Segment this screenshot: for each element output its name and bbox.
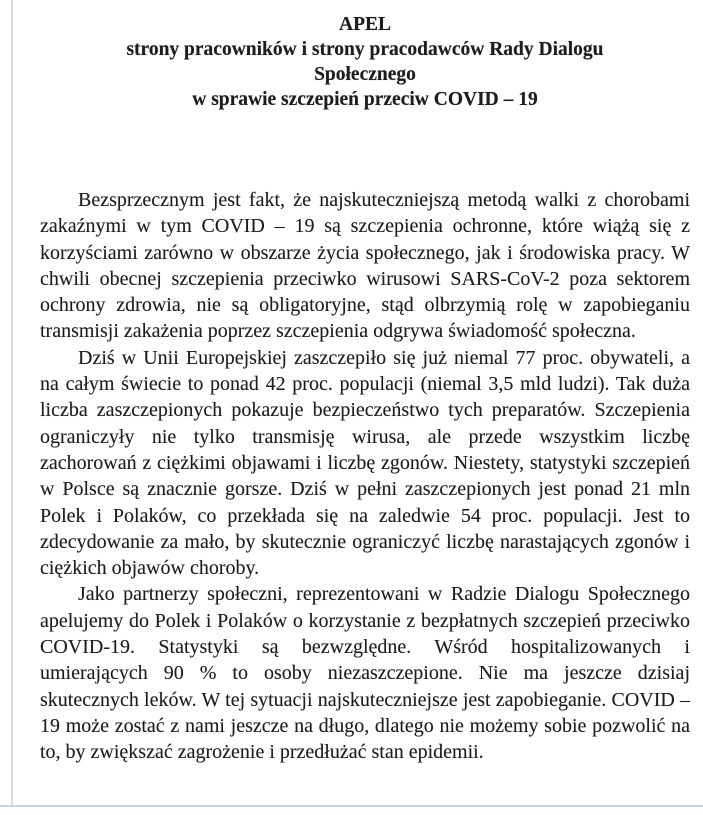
paragraph-2: Dziś w Unii Europejskiej zaszczepiło się już niemal 77 proc. obywateli, a na całym świecie to ponad 42 proc. populacji (niemal 3,5 mld ludzi). Tak duża liczba zaszczepionych pokazuje bezpieczeństwo tych preparatów. Szczepienia ograniczyły nie tylko transmisję wirusa, ale przede wszystkim liczbę zachorowań z ciężkimi objawami i liczbę zgonów. Niestety, statystyki szczepień w Polsce są znacznie gorsze. Dziś w pełni zaszczepionych jest ponad 21 mln Polek i Polaków, co przekłada się na zaledwie 54 proc. populacji. Jest to zdecydowanie za mało, by skutecznie ograniczyć liczbę narastających zgonów i ciężkich objawów choroby. <box>40 346 690 580</box>
paragraph-1: Bezsprzecznym jest fakt, że najskuteczniejszą metodą walki z chorobami zakaźnymi w tym COVID – 19 są szczepienia ochronne, które wiążą się z korzyściami zarówno w obszarze życia społecznego, jak i środowiska pracy. W chwili obecnej szczepienia przeciwko wirusowi SARS-CoV-2 poza sektorem ochrony zdrowia, nie są obligatoryjne, stąd olbrzymią rolę w zapobieganiu transmisji zakażenia poprzez szczepienia odgrywa świadomość społeczna. <box>40 189 690 343</box>
paragraph-3: Jako partnerzy społeczni, reprezentowani w Radzie Dialogu Społecznego apelujemy do Polek i Polaków o korzystanie z bezpłatnych szczepień przeciwko COVID-19. Statystyki są bezwzględne. Wśród hospitalizowanych i umierających 90 % to osoby niezaszczepione. Nie ma jeszcze dzisiaj skutecznych leków. W tej sytuacji najskuteczniejsze jest zapobieganie. COVID – 19 może zostać z nami jeszcze na długo, dlatego nie możemy sobie pozwolić na to, by zwiększać zagrożenie i przedłużać stan epidemii. <box>40 583 690 764</box>
page-left-border <box>11 0 13 806</box>
document-title <box>40 12 690 112</box>
document-body <box>40 187 690 766</box>
title-line-subject: w sprawie szczepień przeciw COVID – 19 <box>192 89 538 110</box>
page-bottom-mask <box>0 807 703 815</box>
document-content <box>40 12 690 766</box>
title-line-parties: strony pracowników i strony pracodawców Rady Dialogu <box>126 39 604 60</box>
title-line-apel: APEL <box>338 14 391 35</box>
title-line-council: Społecznego <box>314 64 416 85</box>
page-bottom-border <box>0 805 703 807</box>
